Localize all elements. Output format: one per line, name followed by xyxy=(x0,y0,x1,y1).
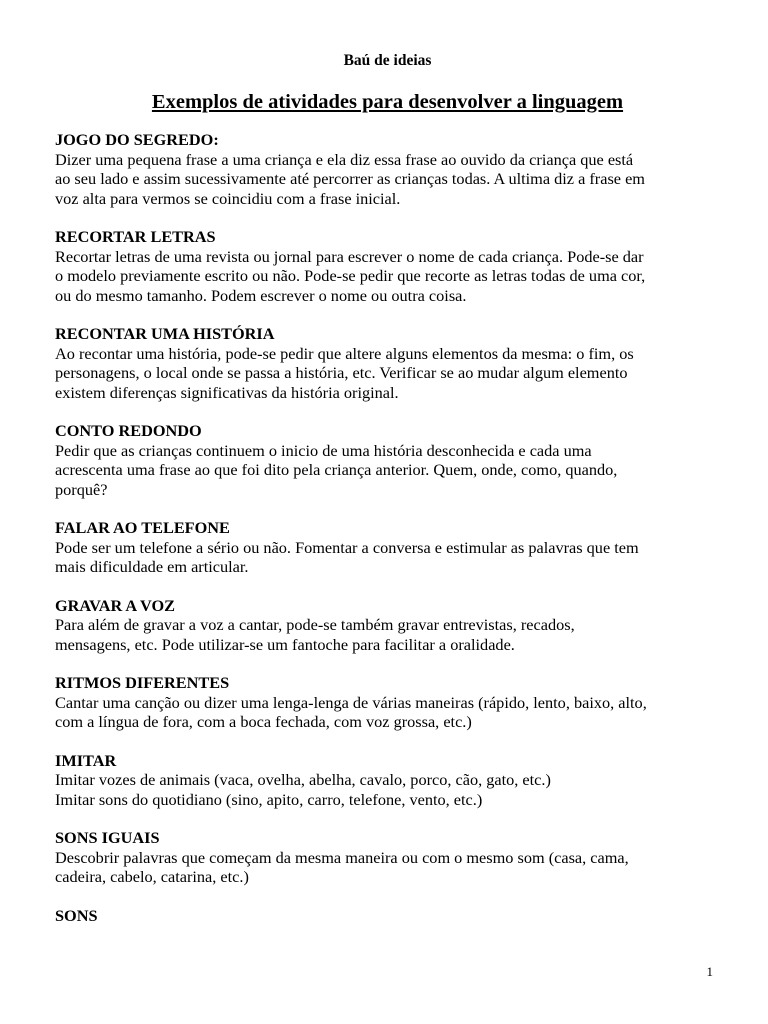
activity-section xyxy=(55,828,720,887)
section-text-line: ou do mesmo tamanho. Podem escrever o nome ou outra coisa. xyxy=(55,285,467,305)
section-text-line: Recortar letras de uma revista ou jornal para escrever o nome de cada criança. Pode-se dar xyxy=(55,246,644,266)
section-text-line: Imitar vozes de animais (vaca, ovelha, abelha, cavalo, porco, cão, gato, etc.) xyxy=(55,770,551,789)
section-text-line: Descobrir palavras que começam da mesma maneira ou com o mesmo som (casa, cama, xyxy=(55,847,629,867)
section-text-line: mensagens, etc. Pode utilizar-se um fantoche para facilitar a oralidade. xyxy=(55,634,515,654)
section-heading: RECORTAR LETRAS xyxy=(55,227,216,246)
document-header: Baú de ideias xyxy=(343,52,432,69)
section-text-line: Pedir que as crianças continuem o inicio de uma história desconhecida e cada uma xyxy=(55,440,592,460)
section-text-line: com a língua de fora, com a boca fechada, com voz grossa, etc.) xyxy=(55,712,472,731)
section-text-line: cadeira, cabelo, catarina, etc.) xyxy=(55,867,249,886)
section-heading: SONS xyxy=(55,905,98,925)
document-title: Exemplos de atividades para desenvolver a linguagem xyxy=(151,91,624,113)
section-text-line: personagens, o local onde se passa a história, etc. Verificar se ao mudar algum elemento xyxy=(55,363,628,382)
section-heading: FALAR AO TELEFONE xyxy=(55,518,230,537)
activity-section xyxy=(55,906,720,926)
section-text-line: Ao recontar uma história, pode-se pedir que altere alguns elementos da mesma: o fim, os xyxy=(55,343,634,363)
section-text-line: Para além de gravar a voz a cantar, pode-se também gravar entrevistas, recados, xyxy=(55,615,575,634)
activity-section xyxy=(55,130,720,208)
section-heading: RITMOS DIFERENTES xyxy=(55,673,230,692)
section-heading: JOGO DO SEGREDO: xyxy=(55,130,219,149)
section-text-line: porquê? xyxy=(55,479,108,499)
activity-section xyxy=(55,673,720,732)
section-text-line: Imitar sons do quotidiano (sino, apito, carro, telefone, vento, etc.) xyxy=(55,789,483,809)
section-text-line: acrescenta uma frase ao que foi dito pela criança anterior. Quem, onde, como, quando, xyxy=(55,460,618,479)
section-text-line: existem diferenças significativas da história original. xyxy=(55,382,399,402)
activity-section xyxy=(55,227,720,305)
section-text-line: ao seu lado e assim sucessivamente até percorrer as crianças todas. A ultima diz a frase em xyxy=(55,169,645,188)
section-text-line: voz alta para vermos se coincidiu com a frase inicial. xyxy=(55,188,401,208)
section-heading: CONTO REDONDO xyxy=(55,421,202,440)
document-page xyxy=(55,50,720,944)
section-text-line: mais dificuldade em articular. xyxy=(55,557,249,576)
activity-section xyxy=(55,421,720,499)
section-text-line: Pode ser um telefone a sério ou não. Fomentar a conversa e estimular as palavras que tem xyxy=(55,537,639,557)
activity-section xyxy=(55,751,720,810)
page-number: 1 xyxy=(706,964,713,979)
section-heading: GRAVAR A VOZ xyxy=(55,595,176,615)
section-heading: RECONTAR UMA HISTÓRIA xyxy=(55,324,275,343)
activity-section xyxy=(55,518,720,577)
section-text-line: o modelo previamente escrito ou não. Pode-se pedir que recorte as letras todas de uma cor, xyxy=(55,266,646,285)
section-text-line: Cantar uma canção ou dizer uma lenga-lenga de várias maneiras (rápido, lento, baixo, alto, xyxy=(55,692,647,712)
activity-section xyxy=(55,596,720,655)
section-heading: IMITAR xyxy=(55,750,117,770)
section-heading: SONS IGUAIS xyxy=(55,828,160,847)
activity-section xyxy=(55,324,720,402)
section-text-line: Dizer uma pequena frase a uma criança e ela diz essa frase ao ouvido da criança que está xyxy=(55,149,634,169)
activity-sections xyxy=(55,130,720,925)
